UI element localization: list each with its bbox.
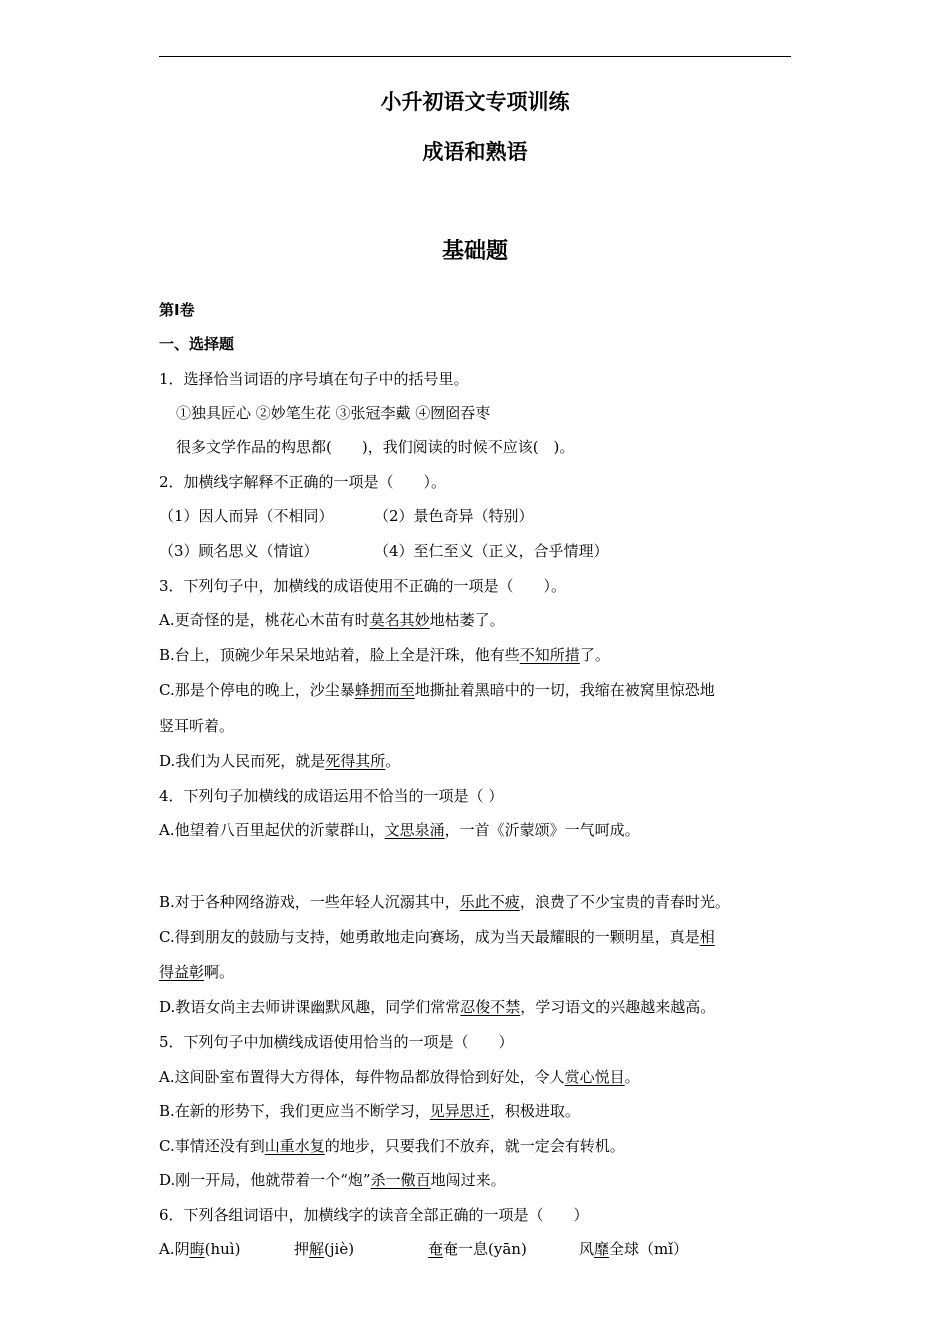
- option-text: A.更奇怪的是，桃花心木苗有时: [159, 611, 370, 629]
- option-text: 的地步，只要我们不放弃，就一定会有转机。: [324, 1137, 625, 1155]
- option-text: D.教语女尚主去师讲课幽默风趣，同学们常常: [159, 998, 461, 1016]
- q2-option-1: （1）因人而异（不相同）: [159, 507, 334, 525]
- q2-option-2: （2）景色奇异（特别）: [374, 507, 534, 525]
- underlined-idiom: 见异思迁: [429, 1102, 490, 1120]
- option-text: 地闯过来。: [430, 1171, 506, 1189]
- underlined-idiom: 莫名其妙: [369, 611, 430, 629]
- option-text: (jiè): [324, 1240, 355, 1258]
- option-text: 了。: [579, 646, 610, 664]
- q5-option-d: [159, 1170, 506, 1190]
- underlined-idiom: 赏心悦目: [564, 1068, 625, 1086]
- underlined-idiom: 死得其所: [325, 752, 386, 770]
- q3-option-b: [159, 645, 610, 665]
- option-text: 地撕扯着黑暗中的一切，我缩在被窝里惊恐地: [414, 681, 715, 699]
- option-text: D.刚一开局，他就带着一个“炮”: [159, 1171, 371, 1189]
- volume-label: 第Ⅰ卷: [159, 301, 195, 319]
- option-text: 全球（mǐ）: [609, 1240, 689, 1258]
- option-text: 奄一息(yān): [443, 1240, 527, 1258]
- option-text: 押: [294, 1240, 310, 1258]
- q4-option-d: [159, 997, 715, 1017]
- section-heading: 基础题: [441, 239, 508, 264]
- q4-stem: 4．下列句子加横线的成语运用不恰当的一项是（ ）: [159, 787, 504, 805]
- option-text: 啊。: [204, 963, 235, 981]
- underlined-char: 奄: [428, 1240, 444, 1258]
- option-text: ，积极进取。: [489, 1102, 580, 1120]
- q6-option-a-2: [294, 1239, 354, 1259]
- underlined-idiom: 乐此不疲: [459, 893, 520, 911]
- option-text: ，浪费了不少宝贵的青春时光。: [519, 893, 730, 911]
- q5-option-c: [159, 1136, 625, 1156]
- page-title: 小升初语文专项训练: [380, 90, 570, 114]
- option-text: ，学习语文的兴趣越来越高。: [520, 998, 716, 1016]
- q6-option-a-4: [579, 1239, 688, 1259]
- q2-option-4: （4）至仁至义（正义，合乎情理）: [374, 542, 609, 560]
- underlined-idiom: 杀一儆百: [370, 1171, 431, 1189]
- underlined-idiom: 不知所措: [519, 646, 580, 664]
- option-text: A.他望着八百里起伏的沂蒙群山，: [159, 821, 385, 839]
- option-text: B.台上，顶碗少年呆呆地站着，脸上全是汗珠，他有些: [159, 646, 520, 664]
- underlined-idiom: 相: [699, 928, 715, 946]
- top-rule: [159, 56, 791, 57]
- option-text: C.那是个停电的晚上，沙尘暴: [159, 681, 355, 699]
- option-text: 风: [579, 1240, 595, 1258]
- option-text: 地枯萎了。: [429, 611, 505, 629]
- q1-stem: 1．选择恰当词语的序号填在句子中的括号里。: [159, 370, 469, 388]
- underlined-idiom: 蜂拥而至: [354, 681, 415, 699]
- q4-option-c-cont: [159, 962, 234, 982]
- part-heading: 一、选择题: [159, 335, 235, 353]
- q5-stem: 5．下列句子中加横线成语使用恰当的一项是（ ）: [159, 1033, 514, 1051]
- q6-stem: 6．下列各组词语中，加横线字的读音全部正确的一项是（ ）: [159, 1206, 589, 1224]
- q3-stem: 3．下列句子中，加横线的成语使用不正确的一项是（ ）。: [159, 577, 567, 595]
- q5-option-b: [159, 1101, 580, 1121]
- option-text: D.我们为人民而死，就是: [159, 752, 326, 770]
- option-text: A.阴: [159, 1240, 190, 1258]
- q5-option-a: [159, 1067, 640, 1087]
- option-text: B.对于各种网络游戏，一些年轻人沉溺其中，: [159, 893, 460, 911]
- q2-option-3: （3）顾名思义（情谊）: [159, 542, 319, 560]
- underlined-idiom: 得益彰: [159, 963, 205, 981]
- q4-option-b: [159, 892, 730, 912]
- q1-sentence: 很多文学作品的构思都( )，我们阅读的时候不应该( )。: [176, 438, 575, 456]
- option-text: C.得到朋友的鼓励与支持，她勇敢地走向赛场，成为当天最耀眼的一颗明星，真是: [159, 928, 700, 946]
- q1-options: ①独具匠心 ②妙笔生花 ③张冠李戴 ④囫囵吞枣: [176, 404, 491, 422]
- option-text: (huì): [204, 1240, 241, 1258]
- option-text: ，一首《沂蒙颂》一气呵成。: [444, 821, 640, 839]
- underlined-idiom: 山重水复: [264, 1137, 325, 1155]
- option-text: A.这间卧室布置得大方得体，每件物品都放得恰到好处，令人: [159, 1068, 565, 1086]
- option-text: 。: [624, 1068, 640, 1086]
- underlined-char: 靡: [594, 1240, 610, 1258]
- q4-option-c: [159, 927, 715, 947]
- q4-option-a: [159, 820, 640, 840]
- option-text: C.事情还没有到: [159, 1137, 265, 1155]
- option-text: B.在新的形势下，我们更应当不断学习，: [159, 1102, 430, 1120]
- underlined-char: 晦: [189, 1240, 205, 1258]
- q3-option-d: [159, 751, 400, 771]
- q2-stem: 2．加横线字解释不正确的一项是（ ）。: [159, 473, 447, 491]
- underlined-idiom: 文思泉涌: [384, 821, 445, 839]
- q6-option-a-3: [428, 1239, 527, 1259]
- page-subtitle: 成语和熟语: [422, 140, 528, 164]
- underlined-char: 解: [309, 1240, 325, 1258]
- underlined-idiom: 忍俊不禁: [460, 998, 521, 1016]
- option-text: 。: [385, 752, 401, 770]
- q6-option-a-1: [159, 1239, 240, 1259]
- q3-option-c-cont: 竖耳听着。: [159, 717, 235, 735]
- q3-option-a: [159, 610, 505, 630]
- q3-option-c: [159, 680, 715, 700]
